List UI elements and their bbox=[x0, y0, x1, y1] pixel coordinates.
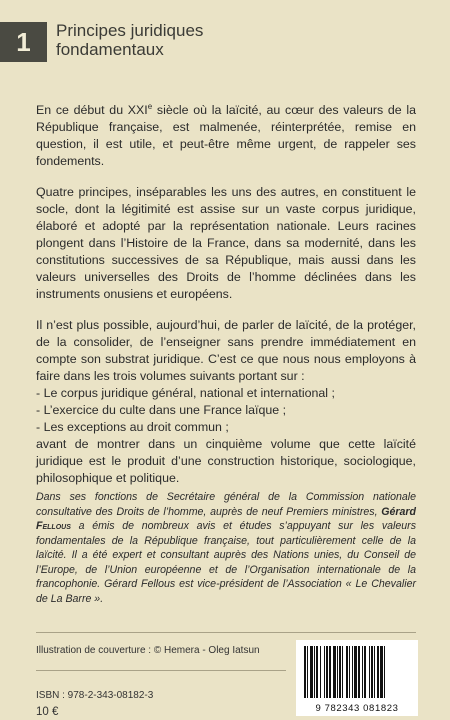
volume-title-line-1: Principes juridiques bbox=[56, 21, 204, 40]
barcode-bar bbox=[342, 646, 343, 698]
divider bbox=[36, 670, 286, 671]
barcode-bar bbox=[320, 646, 321, 698]
cover-credit: Illustration de couverture : © Hemera - Oleg Iatsun bbox=[36, 645, 260, 656]
isbn: ISBN : 978-2-343-08182-3 bbox=[36, 690, 154, 701]
barcode-bar bbox=[314, 646, 315, 698]
barcode-bar bbox=[364, 646, 366, 698]
barcode-bar bbox=[310, 646, 313, 698]
barcode-digits: 9 782343 081823 bbox=[315, 703, 399, 714]
barcode-bar bbox=[358, 646, 360, 698]
volume-title-line-2: fondamentaux bbox=[56, 40, 164, 59]
barcode-bar bbox=[380, 646, 383, 698]
paragraph-2: Quatre principes, inséparables les uns des autres, en constituent le socle, dont la légitimité est assise sur un vaste corpus juridique, élaboré et adopté par la représentation nationale. Leurs racines plongent dans l’Histoire de la France, dans sa modernité, dans les constitutions successives de sa République, mais aussi dans les valeurs universelles des Droits de l’homme déclinées dans les instruments onusiens et européens. bbox=[36, 185, 416, 301]
barcode-bars bbox=[302, 646, 412, 698]
barcode-bar bbox=[307, 646, 308, 698]
paragraph-1-rest: siècle où la laïcité, au cœur des valeurs de la République française, est malmenée, réinterprétée, remise en question, il est utile, et peut-être même urgent, de rappeler ses fondements. bbox=[36, 103, 416, 168]
barcode-bar bbox=[349, 646, 350, 698]
list-item: - Le corpus juridique général, national et international ; bbox=[36, 386, 335, 400]
paragraph-3 bbox=[36, 317, 416, 487]
barcode-bar bbox=[377, 646, 379, 698]
list-item: - Les exceptions au droit commun ; bbox=[36, 420, 229, 434]
barcode-bar bbox=[316, 646, 318, 698]
author-bio-rest: a émis de nombreux avis et études s’appuyant sur les valeurs fondamentales de la République française, tout particulièrement celle de la laïcité. Il a été expert et consultant auprès des Nations unies, du Conseil de l’Europe, de l’Union européenne et de l’Organisation internationale de la francophonie. Gérard Fellous est vice-président de l’Association « Le Chevalier de La Barre ». bbox=[36, 520, 416, 605]
barcode-bar bbox=[384, 646, 385, 698]
barcode-bar bbox=[326, 646, 328, 698]
barcode-bar bbox=[352, 646, 353, 698]
volume-number-badge: 1 bbox=[0, 22, 47, 62]
back-cover-text bbox=[36, 102, 416, 487]
paragraph-1 bbox=[36, 102, 416, 170]
barcode-bar bbox=[304, 646, 306, 698]
century-superscript: e bbox=[147, 101, 153, 111]
volume-header bbox=[0, 22, 450, 62]
author-last-name: Fellous bbox=[36, 520, 71, 532]
list-item: - L’exercice du culte dans une France laïque ; bbox=[36, 403, 287, 417]
divider bbox=[36, 632, 416, 633]
barcode-bar bbox=[354, 646, 357, 698]
paragraph-3-intro: Il n’est plus possible, aujourd’hui, de parler de laïcité, de la protéger, de la consolider, de l’enseigner sans prendre immédiatement en compte son substrat juridique. C’est ce que nous nous employons à faire dans les trois volumes suivants portant sur : bbox=[36, 318, 416, 383]
price: 10 € bbox=[36, 706, 59, 718]
barcode bbox=[296, 640, 418, 716]
author-bio-start: Dans ses fonctions de Secrétaire général de la Commission nationale consultative des Droits de l’homme, auprès de neuf Premiers ministres, bbox=[36, 491, 416, 518]
barcode-bar bbox=[371, 646, 373, 698]
barcode-bar bbox=[362, 646, 363, 698]
paragraph-3-tail: avant de montrer dans un cinquième volume que cette laïcité juridique est le produit d’une construction historique, sociologique, philosophique et politique. bbox=[36, 437, 416, 485]
barcode-bar bbox=[333, 646, 336, 698]
barcode-bar bbox=[329, 646, 331, 698]
barcode-bar bbox=[324, 646, 325, 698]
barcode-bar bbox=[337, 646, 338, 698]
author-first-name: Gérard bbox=[381, 505, 416, 518]
author-bio bbox=[36, 490, 416, 606]
barcode-bar bbox=[346, 646, 348, 698]
barcode-bar bbox=[369, 646, 370, 698]
paragraph-1-start: En ce début du XXI bbox=[36, 103, 148, 117]
barcode-bar bbox=[339, 646, 341, 698]
barcode-bar bbox=[374, 646, 375, 698]
volume-title bbox=[56, 21, 316, 59]
volume-list bbox=[36, 385, 416, 436]
